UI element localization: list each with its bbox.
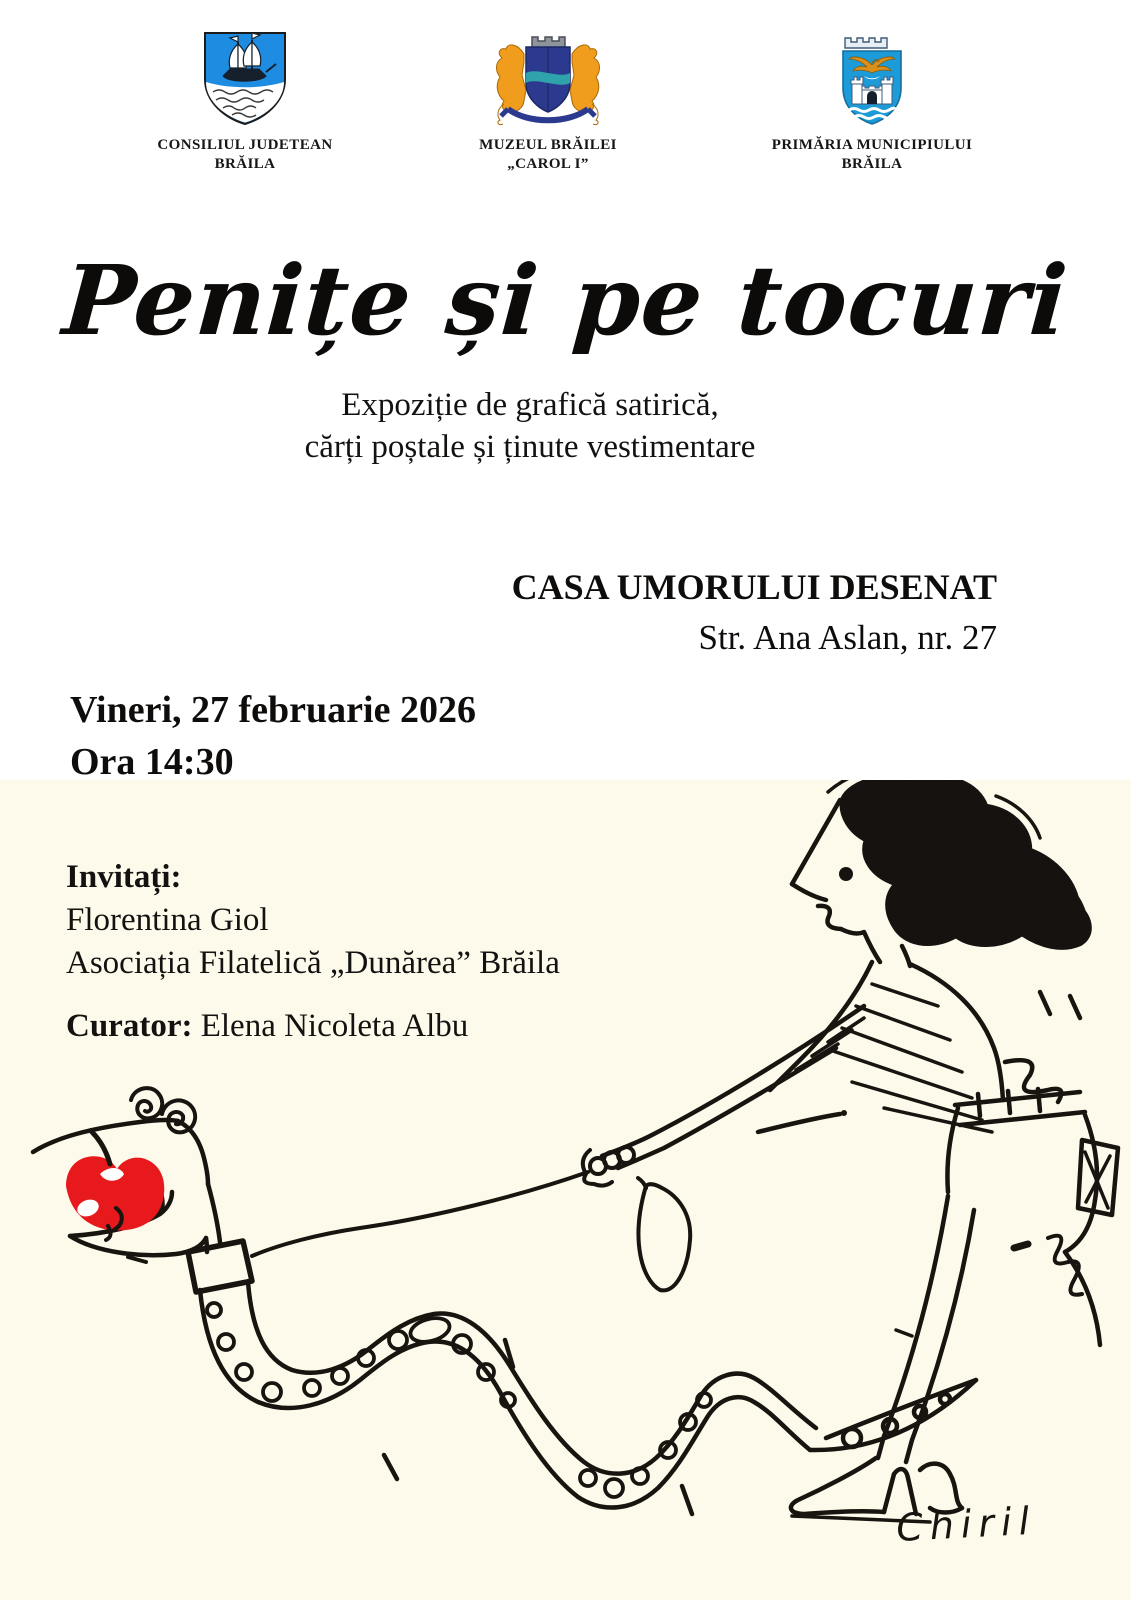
woman-eye	[839, 867, 853, 881]
logo-caption	[742, 136, 1002, 174]
logo-primaria-braila	[742, 30, 1002, 174]
leash	[252, 1172, 588, 1256]
logo-caption-line1: PRIMĂRIA MUNICIPIULUI	[771, 137, 973, 153]
braila-county-coat-of-arms-icon	[201, 30, 289, 128]
poster-title: Penițe și pe tocuri	[59, 244, 1072, 357]
apple	[66, 1132, 164, 1240]
participants-block	[66, 856, 560, 1048]
striped-top	[796, 984, 992, 1132]
venue-block	[512, 562, 997, 663]
logo-caption-line1: CONSILIUL JUDETEAN	[157, 137, 333, 153]
braila-museum-coat-of-arms-icon	[486, 30, 610, 128]
event-time: Ora 14:30	[70, 741, 234, 784]
guest-name: Florentina Giol	[66, 901, 269, 938]
snake-pattern	[207, 1303, 711, 1497]
logo-caption-line2: „CAROL I”	[507, 155, 589, 172]
logo-caption-line1: MUZEUL BRĂILEI	[479, 137, 617, 153]
curator-label: Curator:	[66, 1007, 193, 1044]
woman-hair	[842, 780, 1090, 948]
subtitle-line1: Expoziție de grafică satirică,	[341, 387, 719, 423]
event-datetime	[70, 684, 476, 789]
event-date: Vineri, 27 februarie 2026	[70, 689, 476, 731]
snake-body	[200, 1290, 810, 1508]
guests-label: Invitați:	[66, 859, 182, 895]
artist-signature: Chiril	[895, 1498, 1038, 1550]
braila-city-hall-coat-of-arms-icon	[836, 30, 908, 128]
logo-caption	[115, 136, 375, 174]
logo-caption-line2: BRĂILA	[841, 155, 903, 172]
curator-name: Elena Nicoleta Albu	[200, 1007, 469, 1044]
logo-caption	[418, 136, 678, 174]
logo-consiliul-judetean	[115, 30, 375, 174]
snake-collar	[188, 1241, 252, 1292]
curator-line	[66, 1005, 560, 1048]
snake-spiral-eye	[131, 1088, 162, 1118]
logo-muzeul-brailei	[418, 30, 678, 174]
guest-name: Asociația Filatelică „Dunărea” Brăila	[66, 944, 560, 981]
poster-subtitle	[0, 384, 1060, 468]
subtitle-line2: cărți poștale și ținute vestimentare	[304, 429, 756, 466]
leash-loop	[639, 1184, 691, 1290]
venue-address: Str. Ana Aslan, nr. 27	[698, 618, 997, 658]
logo-caption-line2: BRĂILA	[214, 155, 276, 172]
venue-name: CASA UMORULUI DESENAT	[511, 567, 997, 607]
